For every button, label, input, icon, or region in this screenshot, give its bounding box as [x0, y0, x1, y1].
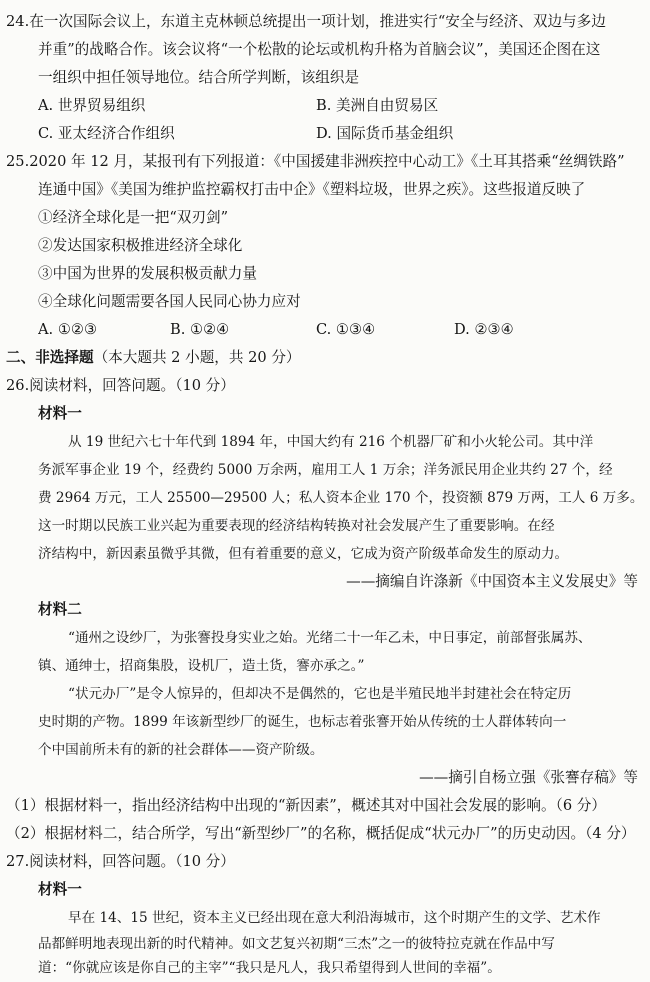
q26-material-2-line-5: 个中国前所未有的新的社会群体——资产阶级。	[38, 742, 324, 758]
q24-option-a: A. 世界贸易组织	[38, 97, 146, 114]
q26-material-2-line-1: “通州之设纱厂，为张謇投身实业之始。光绪二十一年乙未，中日事定，前部督张属苏、	[68, 630, 592, 646]
q26-subquestion-1: （1）根据材料一，指出经济结构中出现的“新因素”，概述其对中国社会发展的影响。（6 分）	[6, 797, 606, 814]
q26-material-1-line-2: 务派军事企业 19 个，经费约 5000 万余两，雇用工人 1 万余；洋务派民用企业共约 27 个，经	[38, 462, 613, 478]
q26-subquestion-2: （2）根据材料二，结合所学，写出“新型纱厂”的名称，概括促成“状元办厂”的历史动因。（4 分）	[6, 825, 636, 842]
section-note: （本大题共 2 小题，共 20 分）	[93, 349, 301, 366]
section-title: 二、非选择题	[6, 349, 94, 366]
q24-option-c: C. 亚太经济合作组织	[38, 125, 175, 142]
q25-statement-2: ②发达国家积极推进经济全球化	[38, 237, 243, 254]
q24-option-d: D. 国际货币基金组织	[316, 125, 454, 142]
q25-option-a: A. ①②③	[38, 321, 98, 338]
q24-stem-line-1: 24.在一次国际会议上，东道主克林顿总统提出一项计划，推进实行“安全与经济、双边与多边	[6, 13, 606, 30]
q27-material-1-line-2: 品都鲜明地表现出新的时代精神。如文艺复兴初期“三杰”之一的彼特拉克就在作品中写	[38, 936, 555, 952]
q26-material-2-line-2: 镇、通绅士，招商集股，设机厂，造土货，謇亦承之。”	[38, 658, 365, 674]
q25-statement-3: ③中国为世界的发展积极贡献力量	[38, 265, 257, 282]
q25-statement-4: ④全球化问题需要各国人民同心协力应对	[38, 293, 301, 310]
q25-stem-line-1: 25.2020 年 12 月，某报刊有下列报道：《中国援建非洲疾控中心动工》《土耳其搭乘“丝绸铁路”	[6, 153, 625, 170]
q27-stem: 27.阅读材料，回答问题。（10 分）	[6, 853, 235, 870]
q26-material-1-line-4: 这一时期以民族工业兴起为重要表现的经济结构转换对社会发展产生了重要影响。在经	[38, 518, 555, 534]
q26-material-1-line-5: 济结构中，新因素虽微乎其微，但有着重要的意义，它成为资产阶级革命发生的原动力。	[38, 546, 569, 562]
section-heading	[6, 348, 301, 368]
q27-material-1-line-1: 早在 14、15 世纪，资本主义已经出现在意大利沿海城市，这个时期产生的文学、艺术作	[68, 910, 601, 926]
q26-material-1-source: ——摘编自许涤新《中国资本主义发展史》等	[346, 573, 638, 590]
q25-statement-1: ①经济全球化是一把“双刃剑”	[38, 209, 229, 226]
q24-stem-line-2: 并重”的战略合作。该会议将“一个松散的论坛或机构升格为首脑会议”，美国还企图在这	[38, 41, 601, 58]
q26-material-2-line-3: “状元办厂”是令人惊异的，但却决不是偶然的，它也是半殖民地半封建社会在特定历	[68, 686, 572, 702]
q25-option-d: D. ②③④	[454, 321, 514, 338]
q26-material-2-title: 材料二	[38, 601, 82, 618]
q26-material-2-line-4: 史时期的产物。1899 年该新型纱厂的诞生，也标志着张謇开始从传统的士人群体转向一	[38, 714, 567, 730]
q26-material-1-line-3: 费 2964 万元，工人 25500—29500 人；私人资本企业 170 个，投资额 879 万两，工人 6 万多。	[38, 490, 644, 506]
q26-material-2-source: ——摘引自杨立强《张謇存稿》等	[419, 769, 638, 786]
q27-material-1-title: 材料一	[38, 881, 82, 898]
q25-option-c: C. ①③④	[316, 321, 376, 338]
q26-material-1-line-1: 从 19 世纪六七十年代到 1894 年，中国大约有 216 个机器厂矿和小火轮公司。其中洋	[68, 434, 594, 450]
q25-option-b: B. ①②④	[170, 321, 230, 338]
q25-stem-line-2: 连通中国》《美国为维护监控霸权打击中企》《塑料垃圾，世界之疾》。这些报道反映了	[38, 181, 586, 198]
q26-stem: 26.阅读材料，回答问题。（10 分）	[6, 377, 235, 394]
q26-material-1-title: 材料一	[38, 405, 82, 422]
q27-material-1-line-3: 道：“你就应该是你自己的主宰”“我只是凡人，我只希望得到人世间的幸福”。	[38, 960, 501, 976]
q24-option-b: B. 美洲自由贸易区	[316, 97, 439, 114]
q24-stem-line-3: 一组织中担任领导地位。结合所学判断，该组织是	[38, 69, 360, 86]
